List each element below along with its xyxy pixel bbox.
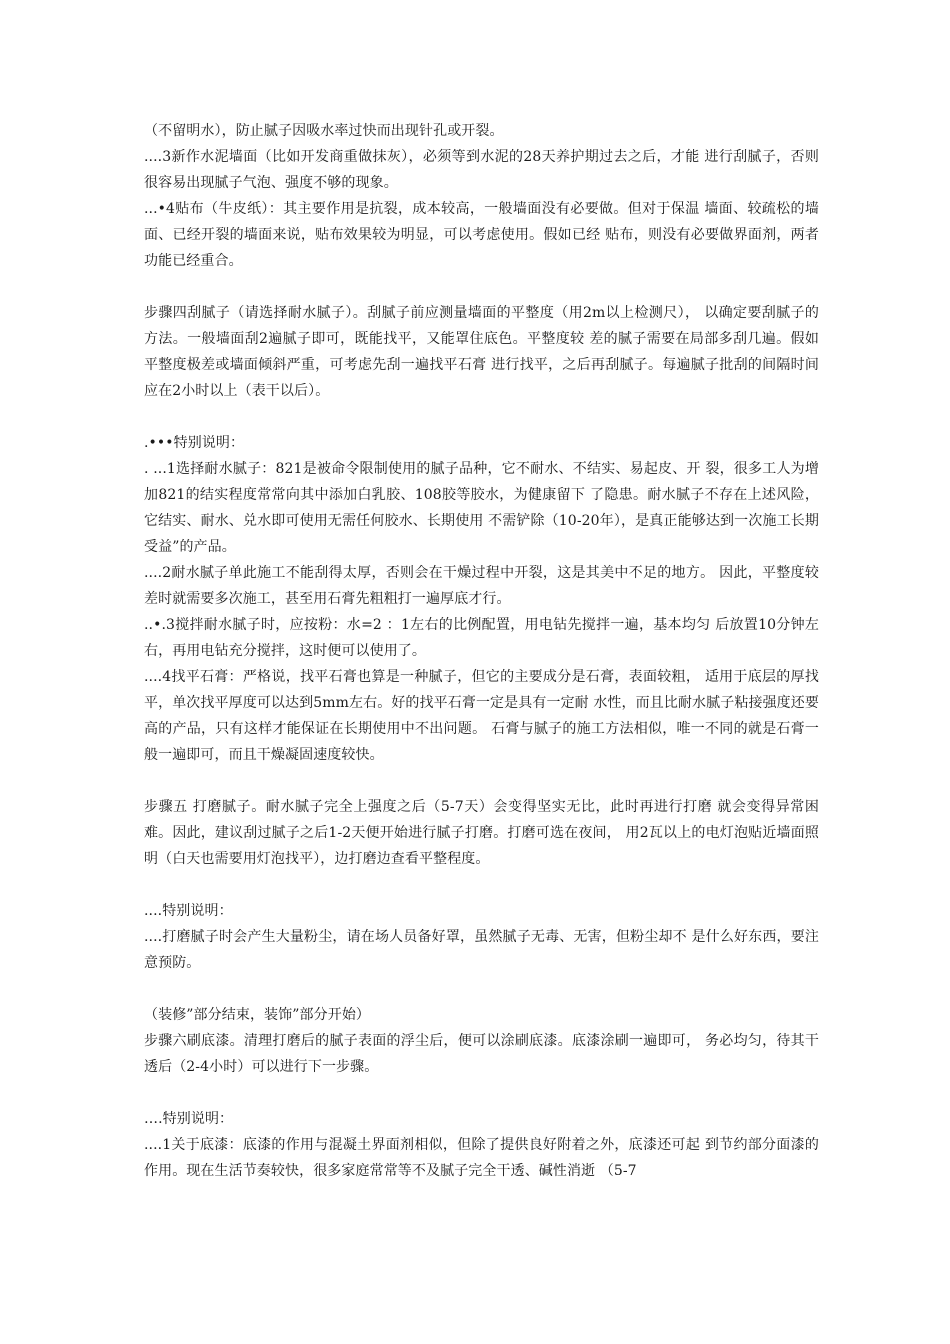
paragraph-spacer [144,768,819,794]
paragraph-note-mixing: ..•.3搅拌耐水腻子时，应按粉：水=2 ：1左右的比例配置，用电钻先搅拌一遍，基本均匀 后放置10分钟左右，再用电钻充分搅拌，这时便可以使用了。 [144,617,819,659]
paragraph-note-leveling-gypsum: ....4找平石膏：严格说，找平石膏也算是一种腻子，但它的主要成分是石膏，表面较粗， 适用于底层的厚找平，单次找平厚度可以达到5mm左右。好的找平石膏一定是具有一定耐 水性，而且比耐水腻子粘接强度还要高的产品，只有这样才能保证在长期使用中不出问题。 石膏与腻子的施工方法相似，唯一不同的就是石膏一般一遍即可，而且干燥凝固速度较快。 [144,669,819,763]
paragraph-spacer [144,976,819,1002]
paragraph-note-dust: ....打磨腻子时会产生大量粉尘，请在场人员备好罩，虽然腻子无毒、无害，但粉尘却不 是什么好东西，要注意预防。 [144,929,819,971]
paragraph-step5-sanding: 步骤五 打磨腻子。耐水腻子完全上强度之后（5-7天）会变得坚实无比，此时再进行打磨 就会变得异常困难。因此，建议刮过腻子之后1-2天便开始进行腻子打磨。打磨可选在夜间， 用2瓦以上的电灯泡贴近墙面照明（白天也需要用灯泡找平），边打磨边查看平整程度。 [144,799,819,867]
paragraph-spacer [144,274,819,300]
paragraph-new-cement-wall: ....3新作水泥墙面（比如开发商重做抹灰），必须等到水泥的28天养护期过去之后，才能 进行刮腻子，否则很容易出现腻子气泡、强度不够的现象。 [144,149,819,191]
heading-special-note-1: .•••特别说明： [144,435,245,451]
paragraph-step4-scrape-putty: 步骤四刮腻子（请选择耐水腻子）。刮腻子前应测量墙面的平整度（用2m以上检测尺）， 以确定要刮腻子的方法。一般墙面刮2遍腻子即可，既能找平，又能罩住底色。平整度较 差的腻子需要在局部多刮几遍。假如平整度极差或墙面倾斜严重，可考虑先刮一遍找平石膏 进行找平，之后再刮腻子。每遍腻子批刮的间隔时间应在2小时以上（表干以后）。 [144,305,819,399]
paragraph-spacer [144,872,819,898]
paragraph-paste-cloth: ...•4贴布（牛皮纸）：其主要作用是抗裂，成本较高，一般墙面没有必要做。但对于保温 墙面、较疏松的墙面、已经开裂的墙面来说，贴布效果较为明显，可以考虑使用。假如已经 贴布，则没有必要做界面剂，两者功能已经重合。 [144,201,819,269]
paragraph-section-transition: （装修”部分结束，装饰”部分开始） [144,1007,371,1023]
heading-special-note-3: ….特别说明： [144,1111,234,1127]
paragraph-putty-wet-note: （不留明水），防止腻子因吸水率过快而出现针孔或开裂。 [144,123,504,139]
paragraph-spacer [144,404,819,430]
paragraph-note-water-resistant-putty: . ...1选择耐水腻子：821是被命令限制使用的腻子品种，它不耐水、不结实、易起皮、开 裂，很多工人为增加821的结实程度常常向其中添加白乳胶、108胶等胶水，为健康留下 了隐患。耐水腻子不存在上述风险，它结实、耐水、兑水即可使用无需任何胶水、长期使用 不需铲除（10-20年），是真正能够达到一次施工长期受益”的产品。 [144,461,819,555]
document-body [144,118,819,1184]
heading-special-note-2: ....特别说明： [144,903,233,919]
paragraph-spacer [144,1080,819,1106]
paragraph-note-primer: ....1关于底漆：底漆的作用与混凝土界面剂相似，但除了提供良好附着之外，底漆还可起 到节约部分面漆的作用。现在生活节奏较快，很多家庭常常等不及腻子完全干透、碱性消逝 （5-7 [144,1137,819,1179]
paragraph-step6-primer: 步骤六刷底漆。清理打磨后的腻子表面的浮尘后，便可以涂刷底漆。底漆涂刷一遍即可， 务必均匀，待其干透后（2-4小时）可以进行下一步骤。 [144,1033,819,1075]
paragraph-note-thickness: ....2耐水腻子单此施工不能刮得太厚，否则会在干燥过程中开裂，这是其美中不足的地方。 因此，平整度较差时就需要多次施工，甚至用石膏先粗粗打一遍厚底才行。 [144,565,819,607]
